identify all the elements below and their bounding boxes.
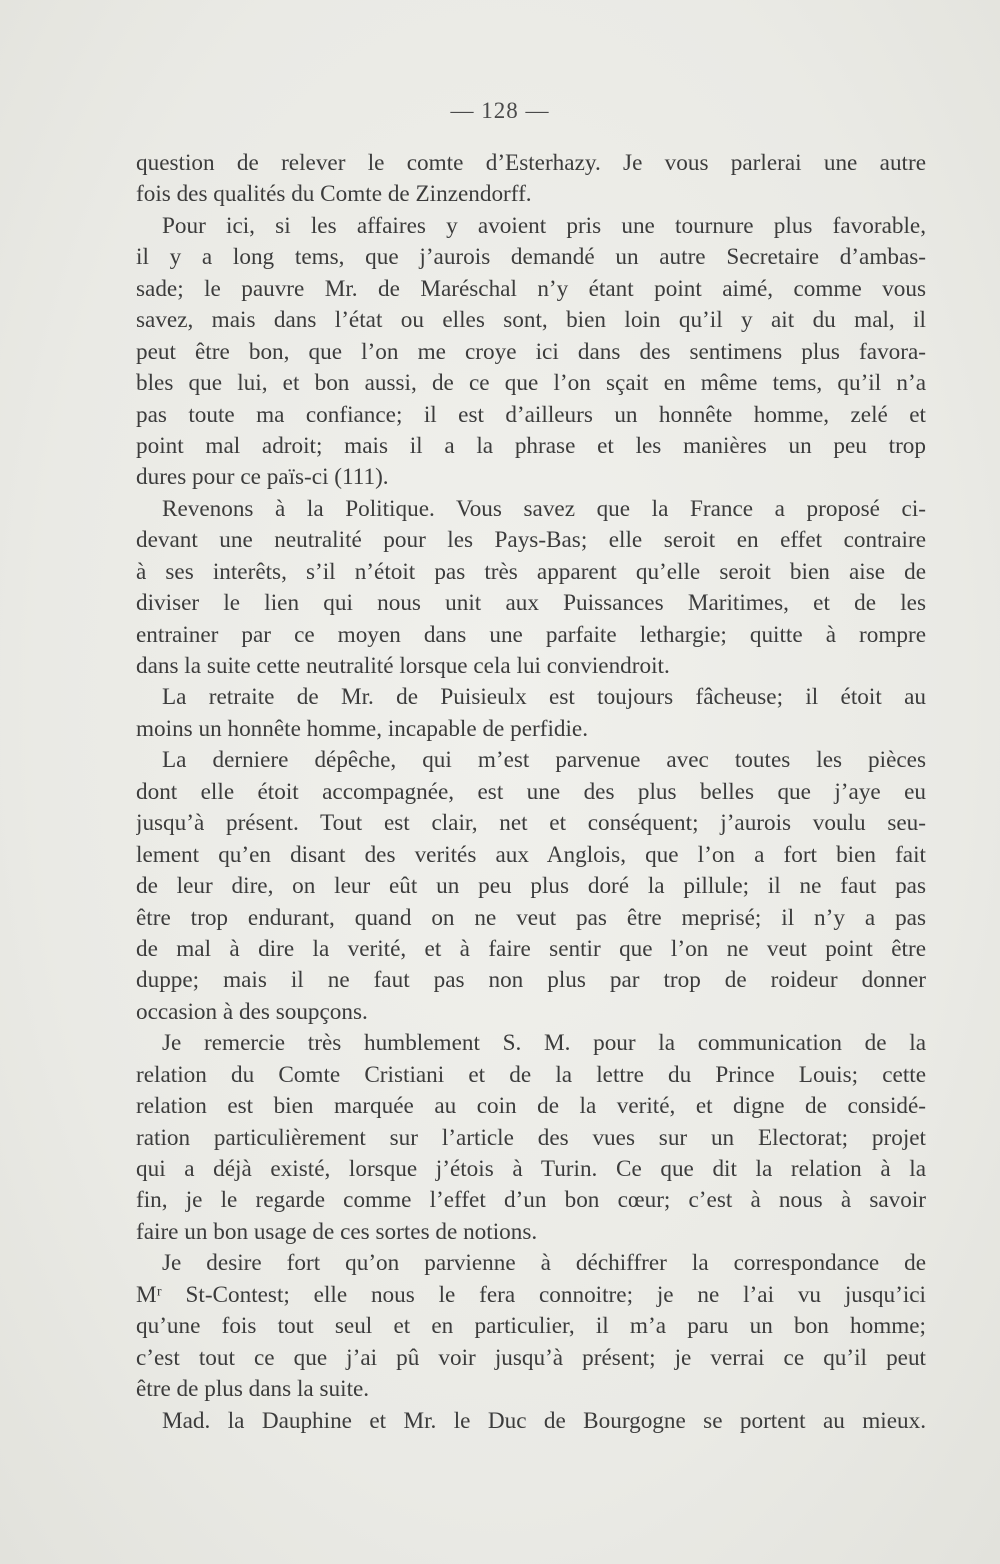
- text-line: diviser le lien qui nous unit aux Puissances Maritimes, et de les: [136, 590, 926, 617]
- text-line: Pour ici, si les affaires y avoient pris une tournure plus favorable,: [162, 212, 926, 239]
- text-line: dans la suite cette neutralité lorsque cela lui conviendroit.: [136, 653, 670, 679]
- text-line: à ses interêts, s’il n’étoit pas très apparent qu’elle seroit bien aise de: [136, 558, 926, 585]
- text-line: dures pour ce païs-ci (111).: [136, 464, 389, 491]
- text-line: faire un bon usage de ces sortes de notions.: [136, 1218, 538, 1245]
- text-line: pas toute ma confiance; il est d’ailleurs un honnête homme, zelé et: [136, 401, 926, 428]
- text-line: être de plus dans la suite.: [136, 1376, 370, 1403]
- body-text: [136, 148, 926, 1437]
- text-line: lement qu’en disant des verités aux Anglois, que l’on a fort bien fait: [136, 841, 926, 868]
- text-line: Mad. la Dauphine et Mr. le Duc de Bourgogne se portent au mieux.: [162, 1407, 926, 1434]
- text-line: fois des qualités du Comte de Zinzendorff.: [136, 181, 532, 208]
- text-line: savez, mais dans l’état ou elles sont, bien loin qu’il y ait du mal, il: [136, 307, 926, 334]
- text-line: c’est tout ce que j’ai pû voir jusqu’à présent; je verrai ce qu’il peut: [136, 1344, 926, 1371]
- text-line: de leur dire, on leur eût un peu plus doré la pillule; il ne faut pas: [136, 873, 926, 900]
- text-line: peut être bon, que l’on me croye ici dans des sentimens plus favora-: [136, 338, 926, 365]
- text-line: il y a long tems, que j’aurois demandé un autre Secretaire d’ambas-: [136, 244, 926, 271]
- text-line: La retraite de Mr. de Puisieulx est toujours fâcheuse; il étoit au: [162, 684, 926, 711]
- text-line: jusqu’à présent. Tout est clair, net et conséquent; j’aurois voulu seu-: [136, 810, 926, 837]
- text-line: point mal adroit; mais il a la phrase et les manières un peu trop: [136, 432, 926, 459]
- text-line: dont elle étoit accompagnée, est une des plus belles que j’aye eu: [136, 778, 926, 805]
- text-line: devant une neutralité pour les Pays-Bas; elle seroit en effet contraire: [136, 527, 926, 554]
- text-line: duppe; mais il ne faut pas non plus par trop de roideur donner: [136, 967, 926, 994]
- text-line: sade; le pauvre Mr. de Maréschal n’y étant point aimé, comme vous: [136, 275, 926, 302]
- text-line: moins un honnête homme, incapable de perfidie.: [136, 715, 589, 742]
- text-line: Je desire fort qu’on parvienne à déchiffrer la correspondance de: [162, 1250, 926, 1277]
- text-line: fin, je le regarde comme l’effet d’un bon cœur; c’est à nous à savoir: [136, 1187, 926, 1214]
- text-line: question de relever le comte d’Esterhazy. Je vous parlerai une autre: [136, 150, 926, 176]
- text-line: de mal à dire la verité, et à faire sentir que l’on ne veut point être: [136, 935, 926, 962]
- text-line: bles que lui, et bon aussi, de ce que l’on sçait en même tems, qu’il n’a: [136, 370, 926, 397]
- text-line: relation du Comte Cristiani et de la lettre du Prince Louis; cette: [136, 1061, 926, 1088]
- text-line: qu’une fois tout seul et en particulier, il m’a paru un bon homme;: [136, 1313, 926, 1340]
- text-line: La derniere dépêche, qui m’est parvenue avec toutes les pièces: [162, 747, 926, 774]
- text-line: entrainer par ce moyen dans une parfaite lethargie; quitte à rompre: [136, 621, 926, 648]
- text-line: Mʳ St-Contest; elle nous le fera connoitre; je ne l’ai vu jusqu’ici: [136, 1281, 926, 1308]
- text-line: Je remercie très humblement S. M. pour la communication de la: [162, 1030, 926, 1057]
- text-line: être trop endurant, quand on ne veut pas être meprisé; il n’y a pas: [136, 904, 926, 931]
- text-line: Revenons à la Politique. Vous savez que la France a proposé ci-: [162, 495, 926, 522]
- text-line: relation est bien marquée au coin de la verité, et digne de considé-: [136, 1093, 926, 1120]
- text-line: qui a déjà existé, lorsque j’étois à Turin. Ce que dit la relation à la: [136, 1156, 926, 1182]
- page-number: — 128 —: [450, 98, 550, 123]
- text-line: ration particulièrement sur l’article des vues sur un Electorat; projet: [136, 1124, 926, 1151]
- text-line: occasion à des soupçons.: [136, 998, 368, 1025]
